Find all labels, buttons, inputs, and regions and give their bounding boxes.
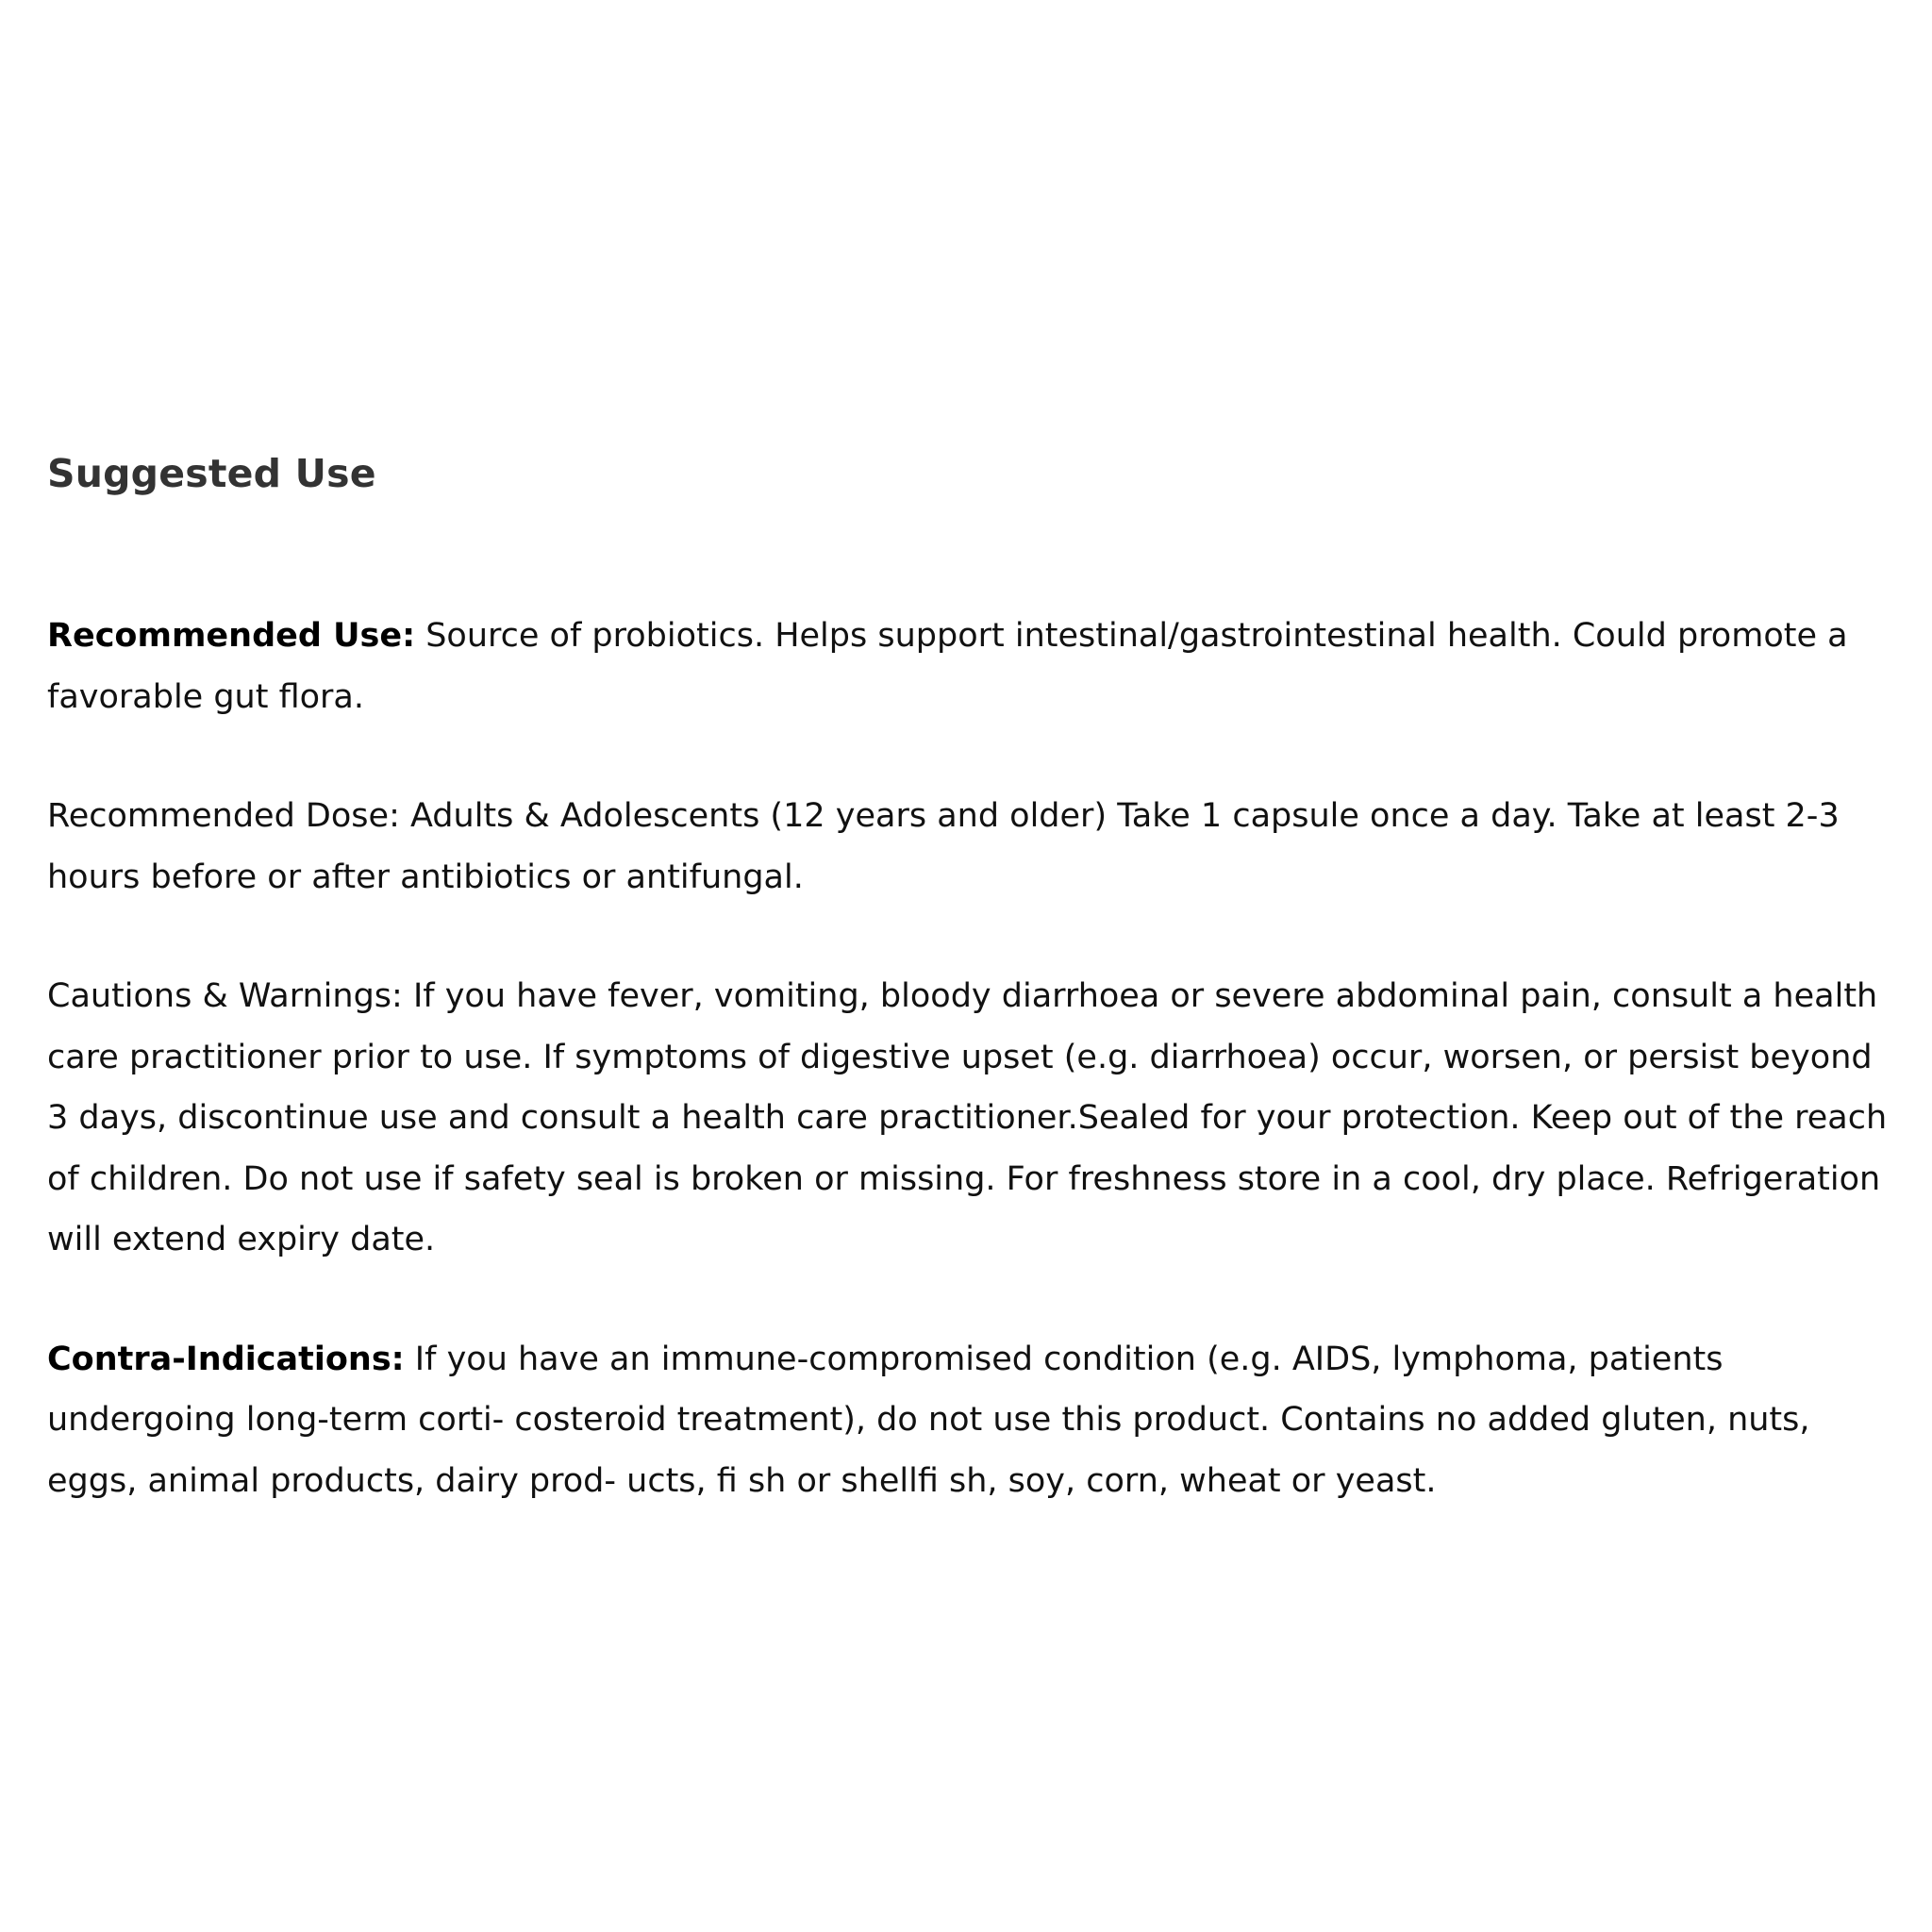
section-heading: Suggested Use: [47, 451, 376, 496]
recommended-dose-text: Recommended Dose: Adults & Adolescents (12 years and older) Take 1 capsule once a day. Take at least 2-3 hours before or after antibiotics or antifungal.: [47, 797, 1840, 896]
recommended-use-paragraph: [47, 606, 1896, 727]
contra-indications-paragraph: [47, 1329, 1896, 1512]
recommended-use-text: Source of probiotics. Helps support intestinal/gastrointestinal health. Could promote a favorable gut flora.: [47, 617, 1848, 716]
suggested-use-section: [47, 443, 1896, 1570]
recommended-dose-paragraph: [47, 786, 1896, 908]
contra-indications-label: Contra-Indications:: [47, 1340, 405, 1378]
recommended-use-label: Recommended Use:: [47, 617, 416, 655]
cautions-warnings-paragraph: [47, 966, 1896, 1271]
cautions-warnings-text: Cautions & Warnings: If you have fever, vomiting, bloody diarrhoea or severe abdominal pain, consult a health care practitioner prior to use. If symptoms of digestive upset (e.g. diarrhoea) occur, worsen, or persist beyond 3 days, discontinue use and consult a health care practitioner.Sealed for your protection. Keep out of the reach of children. Do not use if safety seal is broken or missing. For freshness store in a cool, dry place. Refrigeration will extend expiry date.: [47, 977, 1888, 1258]
contra-indications-text: If you have an immune-compromised condition (e.g. AIDS, lymphoma, patients undergoing long-term corti- costeroid treatment), do not use this product. Contains no added gluten, nuts, eggs, animal products, dairy prod- ucts, fi sh or shellfi sh, soy, corn, wheat or yeast.: [47, 1340, 1810, 1500]
